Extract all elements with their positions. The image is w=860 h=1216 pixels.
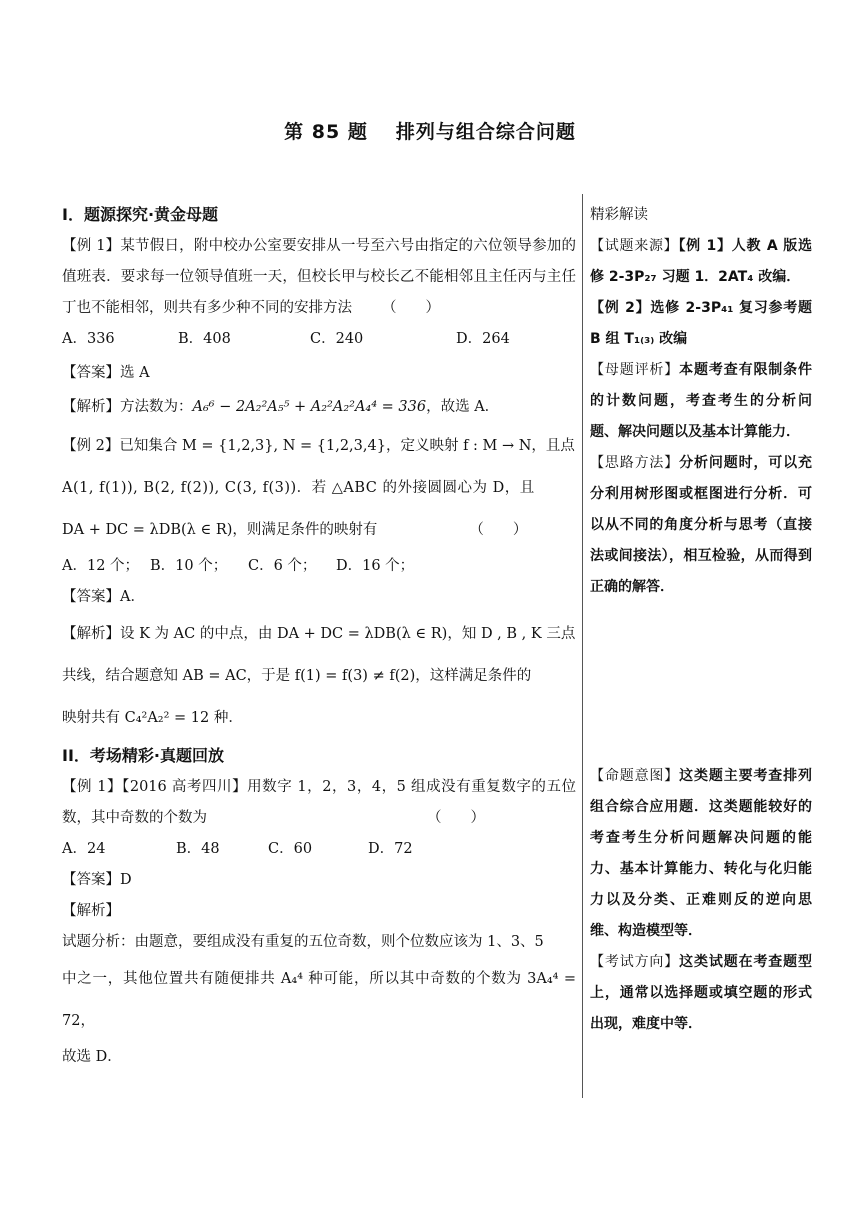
side-method: 【思路方法】分析问题时，可以充分利用树形图或框图进行分析．可以从不同的角度分析与思考（直接法或间接法），相互检验，从而得到正确的解答． <box>590 455 813 595</box>
example-2-analysis-3: 映射共有 C₄²A₂² = 12 种． <box>62 710 243 726</box>
option-a: A．12 个； <box>62 558 140 574</box>
side-intent: 【命题意图】这类题主要考查排列组合综合应用题．这类题能较好的考查考生分析问题解决问题的能力、基本计算能力、转化与化归能力以及分类、正难则反的逆向思维、构造模型等． <box>590 768 813 939</box>
option-a: A．336 <box>62 331 115 347</box>
option-b: B．48 <box>176 841 220 857</box>
option-c: C．6 个； <box>248 558 317 574</box>
main-column <box>62 198 576 1073</box>
example-3-answer: 【答案】D <box>62 872 132 888</box>
section-heading-2: II．考场精彩·真题回放 <box>62 746 224 765</box>
side-column <box>590 198 812 1040</box>
page-title <box>0 117 860 144</box>
example-3-analysis-3: 故选 D． <box>62 1049 122 1065</box>
example-2-line-3: DA + DC = λDB(λ ∈ R)，则满足条件的映射有 （ ） <box>62 522 528 538</box>
example-3-analysis-2: 中之一，其他位置共有随便排共 A₄⁴ 种可能，所以其中奇数的个数为 3A₄⁴ = 72， <box>62 971 576 1029</box>
option-d: D．72 <box>368 841 413 857</box>
side-evaluation: 【母题评析】本题考查有限制条件的计数问题，考查考生的分析问题、解决问题以及基本计算能力． <box>590 362 813 440</box>
example-3-analysis-head: 【解析】 <box>62 903 120 919</box>
title-text: 排列与组合综合问题 <box>395 121 576 143</box>
section-heading-1: I．题源探究·黄金母题 <box>62 205 219 224</box>
side-direction: 【考试方向】这类试题在考查题型上，通常以选择题或填空题的形式出现，难度中等． <box>590 954 813 1032</box>
example-2-answer: 【答案】A． <box>62 589 145 605</box>
example-2-analysis-2: 共线，结合题意知 AB = AC，于是 f(1) = f(3) ≠ f(2)，这样满足条件的 <box>62 668 532 684</box>
example-3-question: 【例 1】【2016 高考四川】用数字 1，2，3，4，5 组成没有重复数字的五位数，其中奇数的个数为 （ ） <box>62 779 576 826</box>
example-2-analysis-1: 【解析】设 K 为 AC 的中点，由 DA + DC = λDB(λ ∈ R)，知 D , B , K 三点 <box>62 626 576 642</box>
title-number: 第 85 题 <box>284 121 368 143</box>
example-2-line-2: A(1, f(1)), B(2, f(2)), C(3, f(3))．若 △ABC 的外接圆圆心为 D，且 <box>62 480 535 496</box>
option-b: B．408 <box>178 331 231 347</box>
side-source-2: 【例 2】选修 2-3P₄₁ 复习参考题 B 组 T₁₍₃₎ 改编 <box>590 300 812 347</box>
example-1-question: 【例 1】某节假日，附中校办公室要安排从一号至六号由指定的六位领导参加的值班表．要求每一位领导值班一天，但校长甲与校长乙不能相邻且主任丙与主任丁也不能相邻，则共有多少种不同的安排方法 （ ） <box>62 238 576 316</box>
example-1-options <box>62 324 576 355</box>
side-source: 【试题来源】【例 1】人教 A 版选修 2-3P₂₇ 习题 1．2AT₄ 改编． <box>590 238 813 285</box>
option-b: B．10 个； <box>150 558 228 574</box>
option-d: D．264 <box>456 331 510 347</box>
example-3-analysis-1: 试题分析：由题意，要组成没有重复的五位奇数，则个位数应该为 1、3、5 <box>62 934 544 950</box>
option-d: D．16 个； <box>336 558 415 574</box>
example-1-answer: 【答案】选 A <box>62 365 150 381</box>
example-3-options <box>62 834 576 865</box>
side-heading: 精彩解读 <box>590 207 648 223</box>
option-c: C．240 <box>310 331 364 347</box>
example-2-options <box>62 551 576 582</box>
column-divider <box>582 194 583 1098</box>
option-a: A．24 <box>62 841 106 857</box>
example-1-analysis: 【解析】方法数为：A₆⁶ − 2A₂²A₅⁵ + A₂²A₂²A₄⁴ = 336，故选 A． <box>62 399 500 415</box>
option-c: C．60 <box>268 841 313 857</box>
example-2-line-1: 【例 2】已知集合 M = {1,2,3}, N = {1,2,3,4}，定义映射 f : M → N，且点 <box>62 438 575 454</box>
